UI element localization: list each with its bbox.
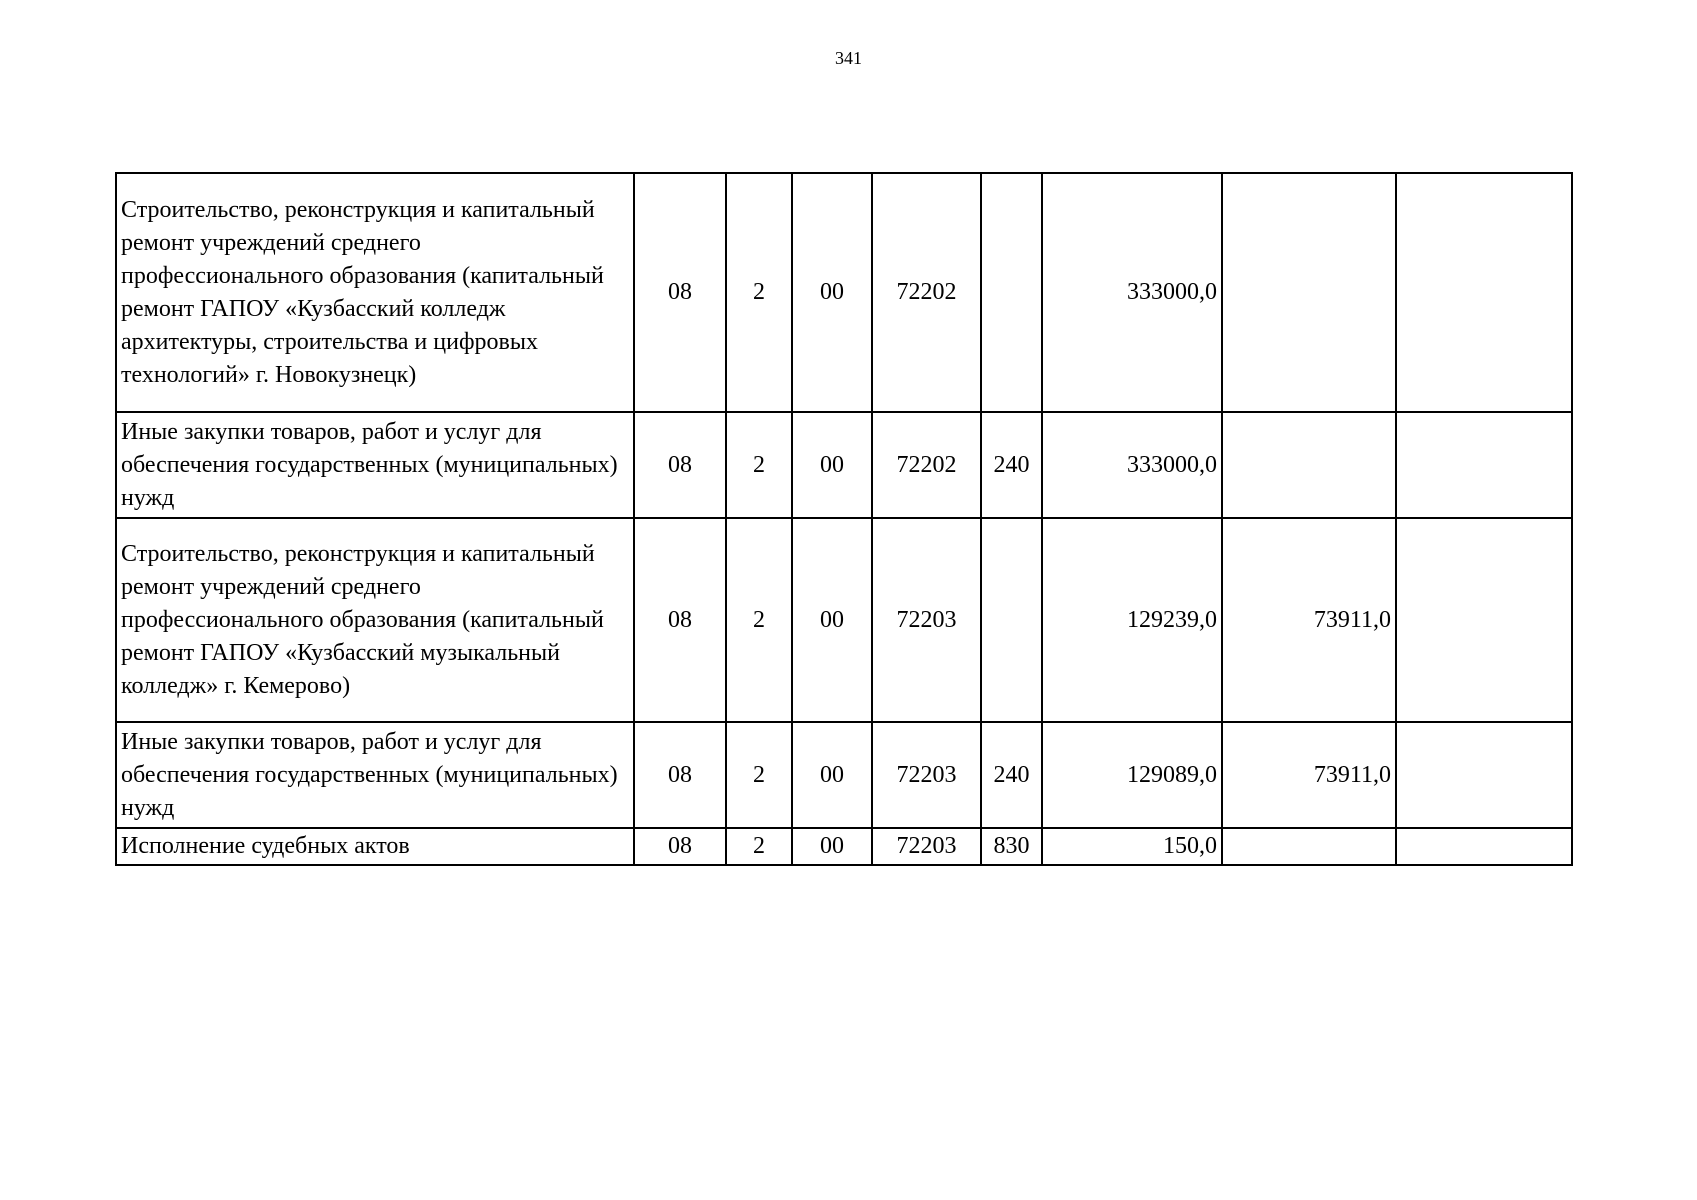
cell-expense-type (981, 173, 1042, 412)
cell-direction: 72203 (872, 518, 981, 722)
cell-amount-3 (1396, 518, 1572, 722)
table-row (116, 828, 1572, 865)
cell-program: 2 (726, 518, 792, 722)
table-row (116, 722, 1572, 828)
cell-amount-1: 129239,0 (1042, 518, 1222, 722)
table-row (116, 412, 1572, 518)
cell-subprogram: 00 (792, 518, 872, 722)
cell-name: Иные закупки товаров, работ и услуг для обеспечения государственных (муниципальных) нужд (116, 412, 634, 518)
cell-expense-type: 240 (981, 412, 1042, 518)
cell-amount-1: 150,0 (1042, 828, 1222, 865)
cell-section: 08 (634, 722, 726, 828)
cell-amount-2 (1222, 412, 1396, 518)
cell-amount-3 (1396, 173, 1572, 412)
page-number: 341 (835, 48, 862, 68)
cell-direction: 72203 (872, 722, 981, 828)
cell-amount-2: 73911,0 (1222, 518, 1396, 722)
cell-amount-3 (1396, 412, 1572, 518)
cell-amount-1: 333000,0 (1042, 412, 1222, 518)
cell-subprogram: 00 (792, 722, 872, 828)
cell-section: 08 (634, 412, 726, 518)
cell-name: Исполнение судебных актов (116, 828, 634, 865)
cell-amount-3 (1396, 828, 1572, 865)
cell-amount-1: 129089,0 (1042, 722, 1222, 828)
table-row (116, 518, 1572, 722)
cell-subprogram: 00 (792, 412, 872, 518)
cell-name: Строительство, реконструкция и капитальный ремонт учреждений среднего профессионального образования (капитальный ремонт ГАПОУ «Кузбасский колледж архитектуры, строительства и цифровых технологий» г. Новокузнецк) (116, 173, 634, 412)
cell-section: 08 (634, 828, 726, 865)
budget-table (115, 172, 1573, 866)
cell-amount-2: 73911,0 (1222, 722, 1396, 828)
cell-expense-type: 240 (981, 722, 1042, 828)
cell-program: 2 (726, 173, 792, 412)
cell-section: 08 (634, 173, 726, 412)
cell-name: Строительство, реконструкция и капитальный ремонт учреждений среднего профессионального образования (капитальный ремонт ГАПОУ «Кузбасский музыкальный колледж» г. Кемерово) (116, 518, 634, 722)
cell-subprogram: 00 (792, 173, 872, 412)
cell-amount-2 (1222, 828, 1396, 865)
cell-expense-type (981, 518, 1042, 722)
cell-program: 2 (726, 412, 792, 518)
cell-program: 2 (726, 722, 792, 828)
table-row (116, 173, 1572, 412)
cell-amount-2 (1222, 173, 1396, 412)
cell-direction: 72203 (872, 828, 981, 865)
cell-program: 2 (726, 828, 792, 865)
cell-name: Иные закупки товаров, работ и услуг для обеспечения государственных (муниципальных) нужд (116, 722, 634, 828)
cell-expense-type: 830 (981, 828, 1042, 865)
cell-subprogram: 00 (792, 828, 872, 865)
cell-direction: 72202 (872, 173, 981, 412)
cell-direction: 72202 (872, 412, 981, 518)
cell-amount-3 (1396, 722, 1572, 828)
cell-section: 08 (634, 518, 726, 722)
cell-amount-1: 333000,0 (1042, 173, 1222, 412)
